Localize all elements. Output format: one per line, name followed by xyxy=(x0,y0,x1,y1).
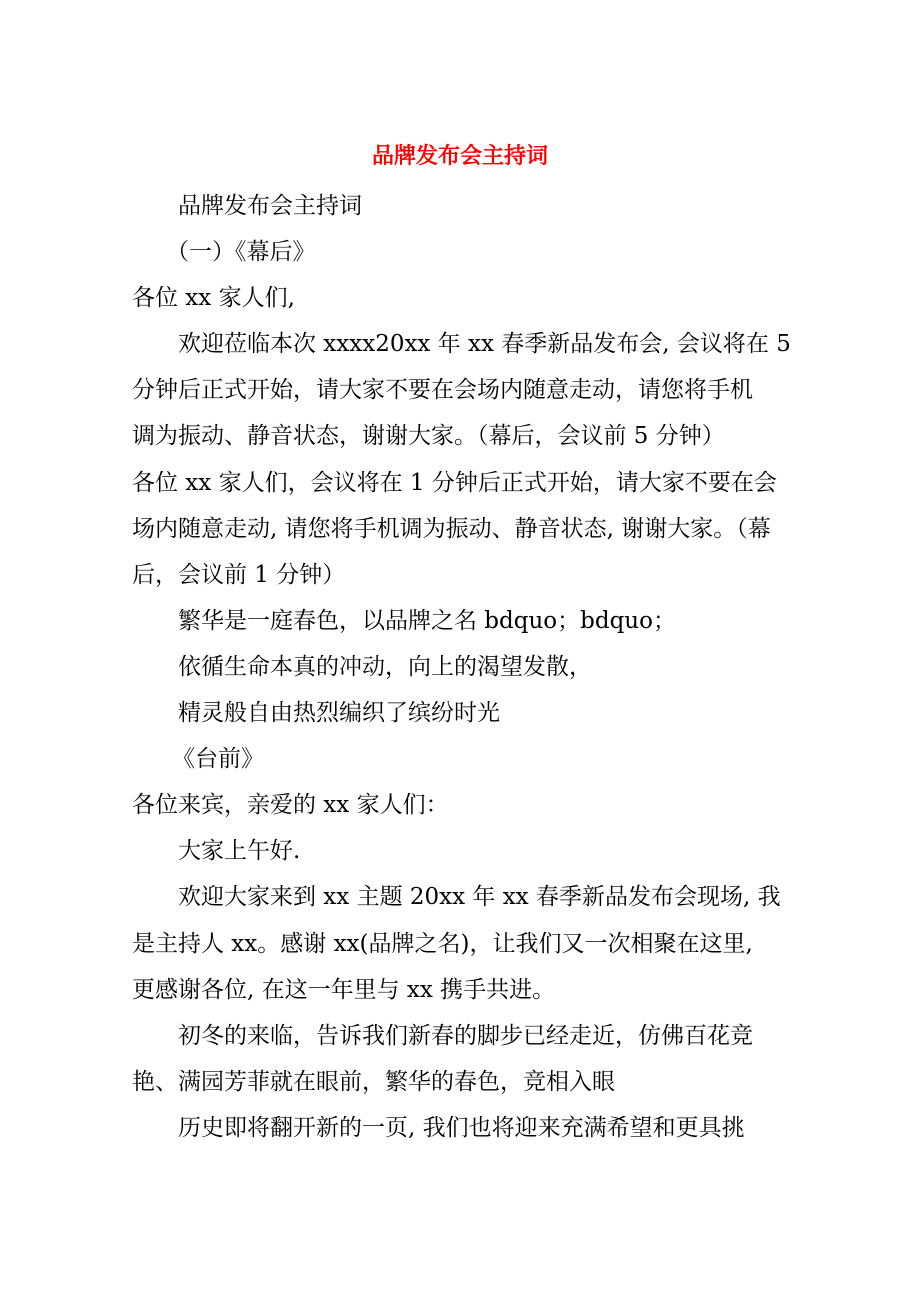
paragraph-line: 是主持人 xx。感谢 xx(品牌之名)，让我们又一次相聚在这里, xyxy=(132,930,753,957)
paragraph-line: 初冬的来临，告诉我们新春的脚步已经走近，仿佛百花竞 xyxy=(178,1022,753,1049)
paragraph-line: 分钟后正式开始，请大家不要在会场内随意走动，请您将手机 xyxy=(132,377,753,404)
paragraph-line: 后，会议前 1 分钟） xyxy=(132,561,346,588)
document-title: 品牌发布会主持词 xyxy=(371,144,548,169)
paragraph-line: 欢迎莅临本次 xxxx20xx 年 xx 春季新品发布会, 会议将在 5 xyxy=(178,331,791,358)
paragraph-line: 艳、满园芳菲就在眼前，繁华的春色，竞相入眼 xyxy=(132,1068,615,1095)
paragraph-line: 更感谢各位, 在这一年里与 xx 携手共进。 xyxy=(132,976,556,1003)
paragraph-line: 各位 xx 家人们，会议将在 1 分钟后正式开始，请大家不要在会 xyxy=(132,469,777,496)
paragraph-line: 欢迎大家来到 xx 主题 20xx 年 xx 春季新品发布会现场, 我 xyxy=(178,884,781,911)
paragraph-line: 场内随意走动, 请您将手机调为振动、静音状态, 谢谢大家。（幕 xyxy=(132,515,771,542)
section-heading-onstage: 《台前》 xyxy=(172,746,264,773)
paragraph-line: 大家上午好. xyxy=(178,838,301,865)
poem-line: 繁华是一庭春色，以品牌之名 bdquo；bdquo； xyxy=(178,607,676,634)
paragraph-line: 调为振动、静音状态，谢谢大家。（幕后，会议前 5 分钟） xyxy=(132,423,725,450)
greeting-line: 各位来宾，亲爱的 xx 家人们： xyxy=(132,792,449,819)
poem-line: 精灵般自由热烈编织了缤纷时光 xyxy=(178,700,500,727)
poem-line: 依循生命本真的冲动，向上的渴望发散， xyxy=(178,653,592,680)
greeting-line: 各位 xx 家人们, xyxy=(132,285,295,312)
document-body xyxy=(132,183,800,1151)
subtitle-line: 品牌发布会主持词 xyxy=(178,193,362,219)
section-heading-backstage: （一）《幕后》 xyxy=(166,239,316,266)
paragraph-line: 历史即将翻开新的一页, 我们也将迎来充满希望和更具挑 xyxy=(178,1114,745,1141)
